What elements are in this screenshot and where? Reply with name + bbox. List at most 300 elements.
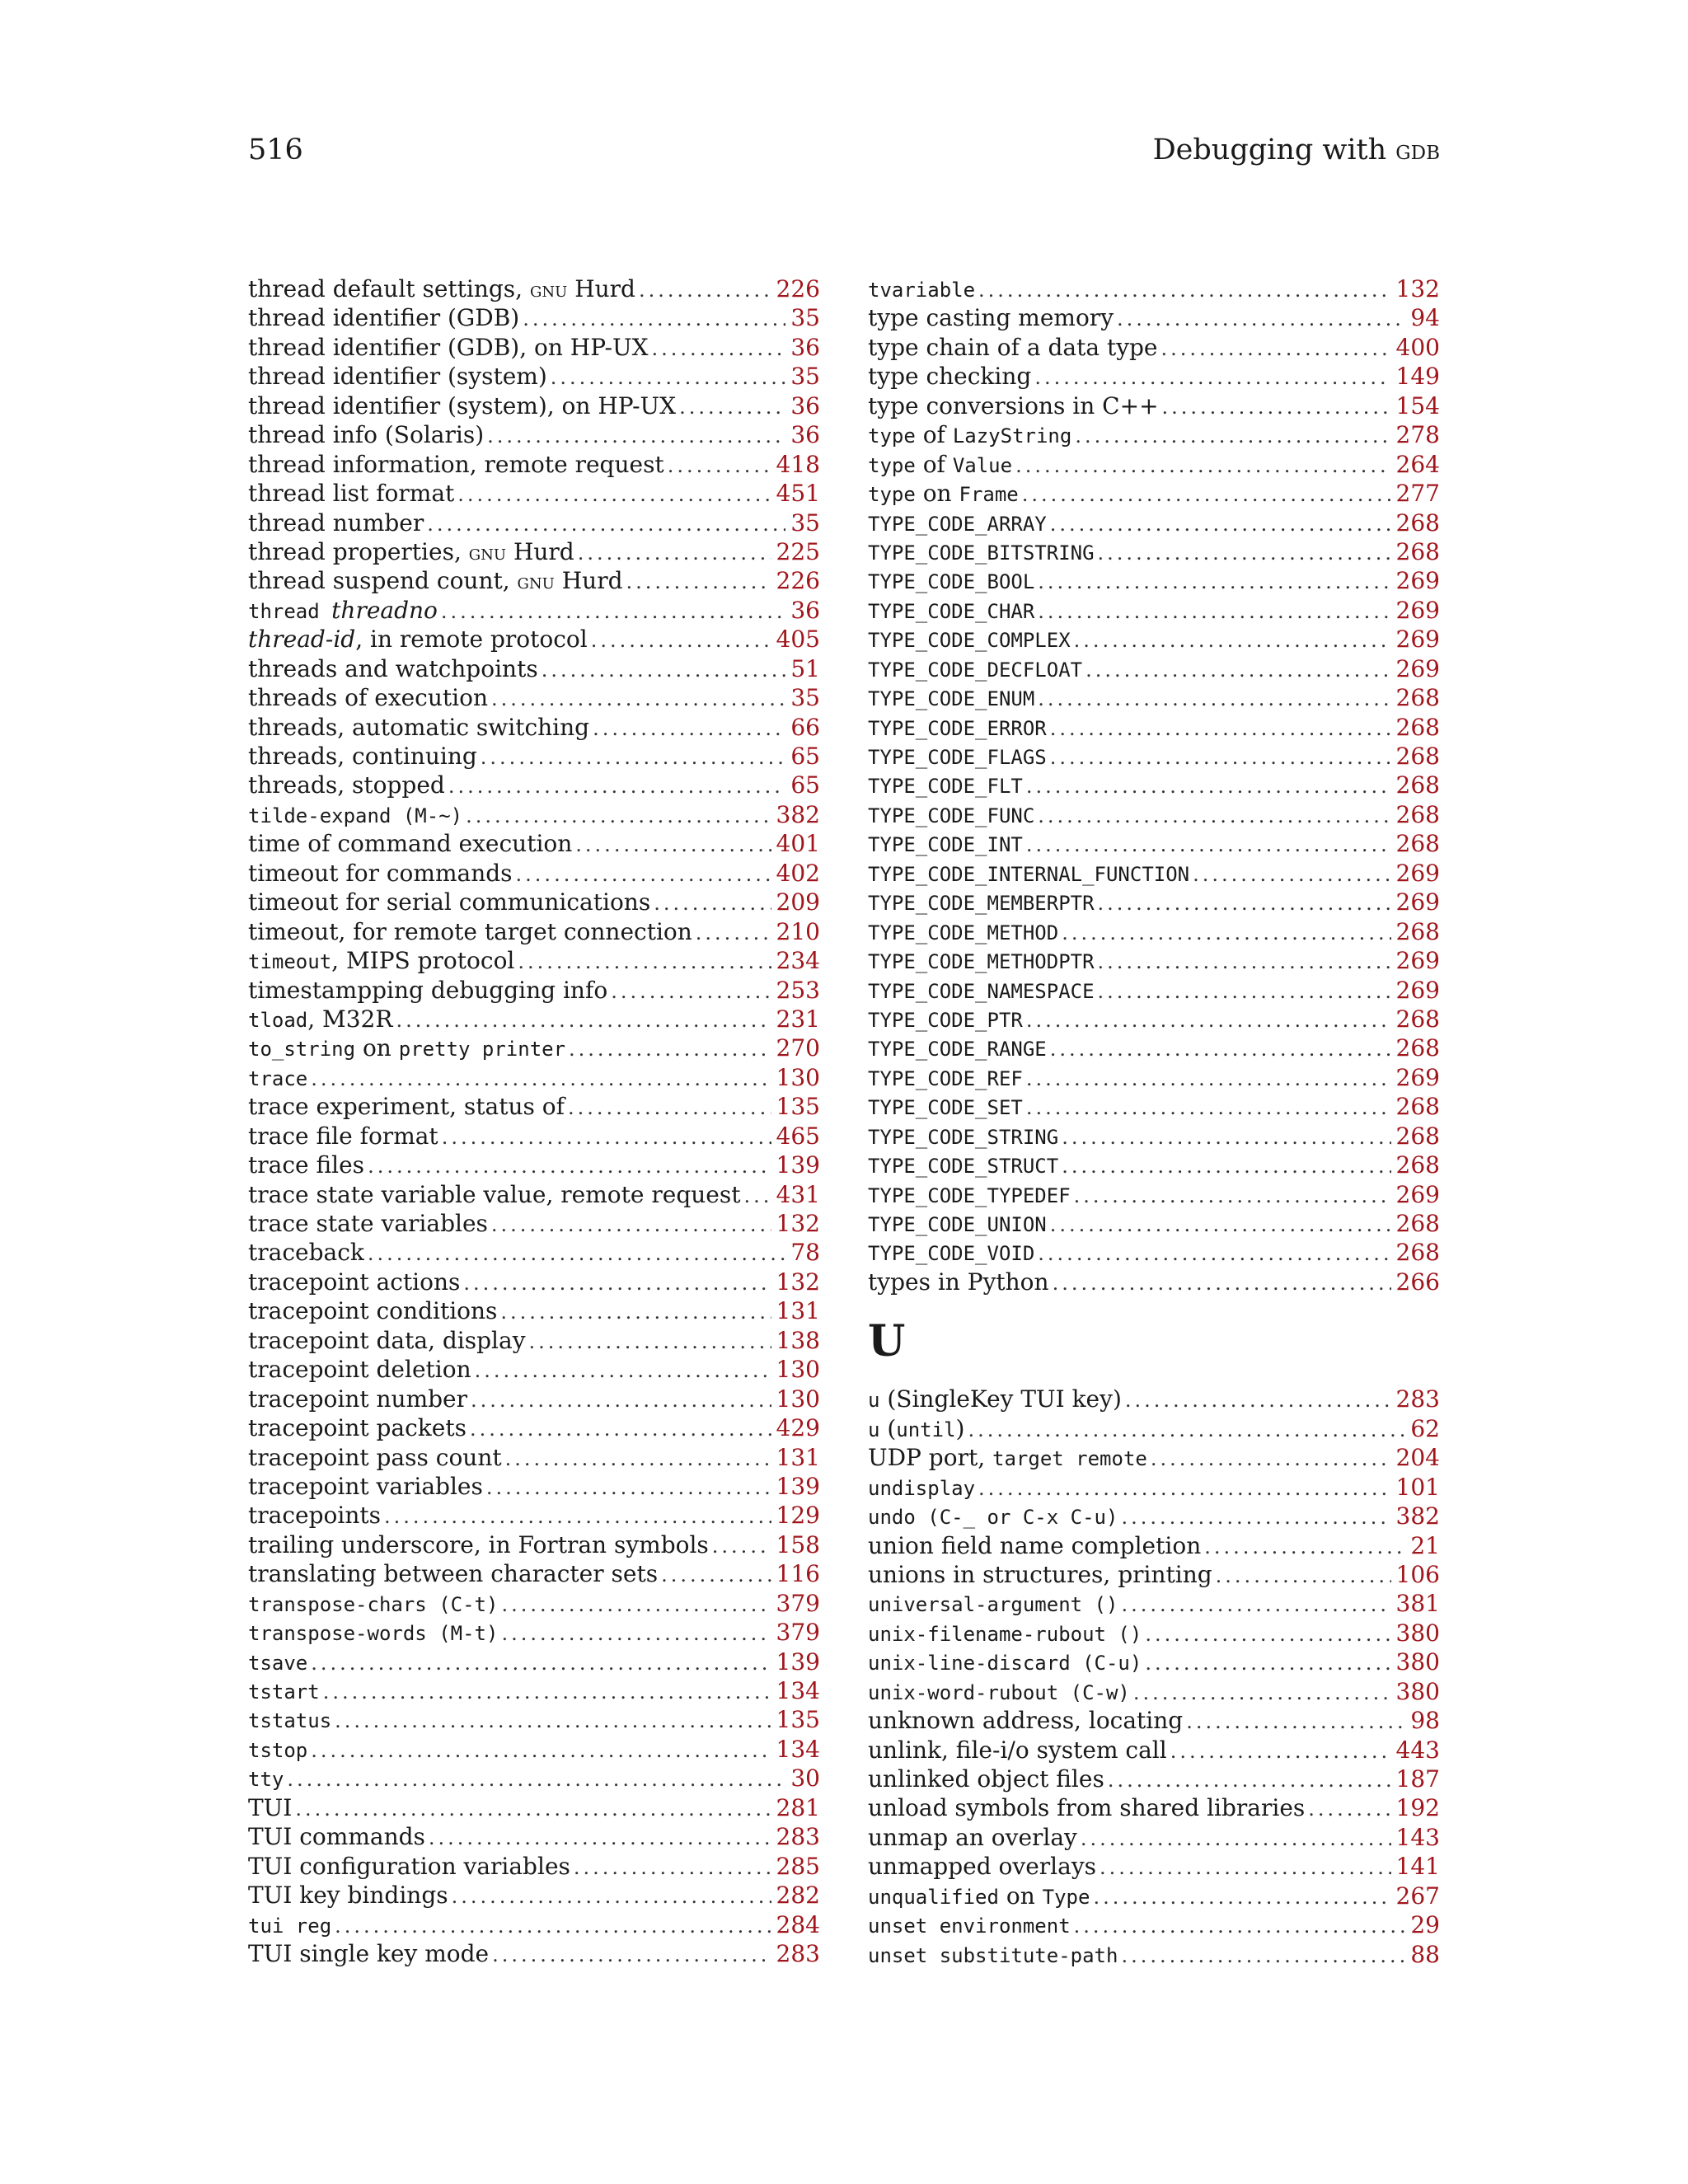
index-term-part: trace state variable value, remote request bbox=[248, 1180, 741, 1208]
index-term-part: TYPE_CODE_PTR bbox=[868, 1008, 1023, 1032]
index-column-right bbox=[868, 275, 1440, 1970]
index-entry bbox=[248, 1531, 820, 1560]
index-term bbox=[868, 538, 1095, 565]
page-link[interactable]: 210 bbox=[776, 917, 820, 945]
dot-leader bbox=[575, 833, 771, 856]
index-entry bbox=[868, 363, 1440, 391]
index-term bbox=[868, 655, 1082, 682]
dot-leader bbox=[1053, 1272, 1391, 1295]
dot-leader bbox=[486, 1476, 771, 1499]
page-link[interactable]: 226 bbox=[776, 567, 820, 595]
dot-leader bbox=[501, 1622, 771, 1645]
page-link[interactable]: 269 bbox=[1395, 859, 1440, 887]
index-term-part: tracepoints bbox=[248, 1502, 381, 1530]
index-entry bbox=[868, 1268, 1440, 1297]
index-entry bbox=[868, 714, 1440, 743]
page-link[interactable]: 138 bbox=[776, 1326, 820, 1354]
dot-leader bbox=[1038, 687, 1390, 710]
dot-leader bbox=[1026, 1067, 1391, 1090]
dot-leader bbox=[429, 1826, 771, 1849]
page-link[interactable]: 382 bbox=[776, 800, 820, 828]
index-term-part: TYPE_CODE_ENUM bbox=[868, 687, 1035, 711]
dot-leader bbox=[491, 687, 785, 710]
page-link[interactable]: 225 bbox=[776, 537, 820, 565]
index-entry bbox=[868, 1765, 1440, 1794]
index-term-part: Frame bbox=[959, 483, 1019, 507]
page-link[interactable]: 204 bbox=[1395, 1444, 1440, 1472]
index-term bbox=[248, 1210, 488, 1237]
page-link[interactable]: 35 bbox=[790, 304, 820, 332]
page-link[interactable]: 187 bbox=[1395, 1765, 1440, 1793]
page-link[interactable]: 281 bbox=[776, 1793, 820, 1821]
dot-leader bbox=[569, 1038, 771, 1061]
page-link[interactable]: 269 bbox=[1395, 626, 1440, 654]
page-link[interactable]: 234 bbox=[776, 947, 820, 975]
page-number: 516 bbox=[248, 134, 303, 166]
index-term bbox=[868, 1678, 1130, 1705]
index-term bbox=[248, 421, 484, 448]
index-term-part: TYPE_CODE_RANGE bbox=[868, 1038, 1047, 1062]
index-term-part: , MIPS protocol bbox=[331, 947, 515, 975]
dot-leader bbox=[475, 1359, 771, 1382]
index-entry bbox=[868, 1064, 1440, 1093]
index-term bbox=[868, 480, 1019, 507]
index-term-part: tilde-expand (M-~) bbox=[248, 804, 463, 827]
index-term-part: thread bbox=[248, 599, 332, 623]
page-link[interactable]: 268 bbox=[1395, 1005, 1440, 1033]
page-link[interactable]: 379 bbox=[776, 1619, 820, 1647]
page-link[interactable]: 431 bbox=[776, 1180, 820, 1208]
dot-leader bbox=[1308, 1797, 1390, 1821]
index-term bbox=[868, 1590, 1118, 1617]
index-term bbox=[248, 1005, 392, 1033]
dot-leader bbox=[1162, 396, 1391, 419]
page-link[interactable]: 270 bbox=[776, 1034, 820, 1062]
index-term-part: TUI single key mode bbox=[248, 1939, 490, 1967]
dot-leader bbox=[551, 366, 786, 389]
page-link[interactable]: 283 bbox=[1395, 1385, 1440, 1413]
index-entry bbox=[248, 363, 820, 391]
page-link[interactable]: 283 bbox=[776, 1939, 820, 1967]
page-link[interactable]: 379 bbox=[776, 1589, 820, 1617]
page-link[interactable]: 380 bbox=[1395, 1677, 1440, 1705]
page-link[interactable]: 116 bbox=[776, 1560, 820, 1588]
index-term bbox=[248, 334, 649, 361]
dot-leader bbox=[591, 629, 771, 652]
index-term-part: tracepoint packets bbox=[248, 1414, 467, 1442]
page-link[interactable]: 267 bbox=[1395, 1882, 1440, 1910]
dot-leader bbox=[639, 279, 771, 302]
page-link[interactable]: 134 bbox=[776, 1677, 820, 1704]
page-link[interactable]: 231 bbox=[776, 1005, 820, 1033]
index-term bbox=[248, 1181, 740, 1208]
index-entry bbox=[248, 1151, 820, 1180]
page-link[interactable]: 21 bbox=[1410, 1531, 1440, 1559]
page-link[interactable]: 106 bbox=[1395, 1560, 1440, 1588]
page-link[interactable]: 129 bbox=[776, 1502, 820, 1530]
index-term-part: UDP port, bbox=[868, 1444, 993, 1472]
page-link[interactable]: 94 bbox=[1410, 304, 1440, 332]
dot-leader bbox=[1026, 1009, 1391, 1032]
index-term-part: thread default settings, bbox=[248, 275, 530, 302]
page-link[interactable]: 135 bbox=[776, 1706, 820, 1734]
page-link[interactable]: 149 bbox=[1395, 363, 1440, 391]
dot-leader bbox=[574, 1856, 771, 1879]
index-term bbox=[248, 363, 547, 390]
page-link[interactable]: 36 bbox=[790, 596, 820, 624]
page-link[interactable]: 429 bbox=[776, 1414, 820, 1442]
index-term bbox=[868, 626, 1071, 653]
page-link[interactable]: 268 bbox=[1395, 1210, 1440, 1237]
index-term-part: unknown address, locating bbox=[868, 1707, 1184, 1735]
page-link[interactable]: 209 bbox=[776, 888, 820, 916]
dot-leader bbox=[1062, 921, 1390, 944]
index-entry bbox=[248, 1122, 820, 1151]
running-title bbox=[1153, 130, 1440, 170]
index-entry bbox=[248, 509, 820, 538]
page-link[interactable]: 401 bbox=[776, 830, 820, 858]
page-link[interactable]: 269 bbox=[1395, 888, 1440, 916]
index-term-part: type bbox=[868, 424, 916, 448]
page-link[interactable]: 268 bbox=[1395, 684, 1440, 712]
dot-leader bbox=[712, 1535, 771, 1558]
page-link[interactable]: 269 bbox=[1395, 1063, 1440, 1091]
index-entry bbox=[248, 1268, 820, 1297]
index-entry bbox=[248, 1473, 820, 1502]
index-term-part: type bbox=[868, 483, 916, 507]
index-term bbox=[868, 1064, 1023, 1091]
index-term-part: tracepoint pass count bbox=[248, 1443, 502, 1471]
index-term-part: types in Python bbox=[868, 1268, 1049, 1296]
page-link[interactable]: 78 bbox=[790, 1239, 820, 1267]
index-term bbox=[868, 1093, 1023, 1120]
index-term-part: threads, continuing bbox=[248, 743, 477, 770]
page-link[interactable]: 284 bbox=[776, 1910, 820, 1938]
index-term bbox=[248, 1385, 467, 1413]
page-link[interactable]: 285 bbox=[776, 1852, 820, 1880]
index-term-part: threads of execution bbox=[248, 684, 488, 712]
index-term-part: TUI key bindings bbox=[248, 1882, 448, 1910]
index-term bbox=[248, 1619, 498, 1646]
page-link[interactable]: 268 bbox=[1395, 830, 1440, 858]
index-term bbox=[868, 684, 1034, 711]
index-term bbox=[868, 334, 1158, 361]
index-term-part: type checking bbox=[868, 363, 1032, 391]
page-link[interactable]: 266 bbox=[1395, 1268, 1440, 1296]
index-term-part: until bbox=[896, 1418, 956, 1441]
page-link[interactable]: 35 bbox=[790, 684, 820, 712]
index-term-part: undisplay bbox=[868, 1476, 976, 1500]
index-term-part: , in remote protocol bbox=[355, 626, 588, 654]
dot-leader bbox=[1050, 513, 1391, 536]
page-link[interactable]: 35 bbox=[790, 509, 820, 537]
index-term-part: TYPE_CODE_STRUCT bbox=[868, 1155, 1059, 1179]
index-term-part: threads and watchpoints bbox=[248, 654, 538, 682]
index-term-part: unset environment bbox=[868, 1915, 1071, 1938]
page-link[interactable]: 268 bbox=[1395, 917, 1440, 945]
index-term-part: target remote bbox=[992, 1447, 1147, 1471]
page-link[interactable]: 269 bbox=[1395, 654, 1440, 682]
page-link[interactable]: 283 bbox=[776, 1823, 820, 1851]
page-link[interactable]: 139 bbox=[776, 1151, 820, 1179]
dot-leader bbox=[323, 1680, 771, 1704]
dot-leader bbox=[661, 1563, 771, 1586]
index-entry bbox=[868, 1444, 1440, 1473]
index-term bbox=[248, 1794, 292, 1821]
page-link[interactable]: 98 bbox=[1410, 1707, 1440, 1735]
dot-leader bbox=[1050, 746, 1391, 769]
index-term bbox=[868, 1794, 1305, 1821]
dot-leader bbox=[463, 1272, 771, 1295]
index-entry bbox=[868, 947, 1440, 976]
page-link[interactable]: 465 bbox=[776, 1122, 820, 1150]
dot-leader bbox=[1186, 1710, 1405, 1733]
index-term-part: TYPE_CODE_INT bbox=[868, 833, 1023, 857]
page-link[interactable]: 380 bbox=[1395, 1648, 1440, 1676]
dot-leader bbox=[1085, 658, 1390, 682]
page-link[interactable]: 65 bbox=[790, 743, 820, 770]
page-link[interactable]: 268 bbox=[1395, 1093, 1440, 1121]
index-term-part: type casting memory bbox=[868, 304, 1114, 332]
index-entry bbox=[868, 1619, 1440, 1648]
index-entry bbox=[868, 275, 1440, 304]
page-link[interactable]: 269 bbox=[1395, 567, 1440, 595]
dot-leader bbox=[978, 1477, 1391, 1500]
index-term-part: trace file format bbox=[248, 1122, 438, 1150]
index-entry bbox=[868, 509, 1440, 538]
index-term-part: on bbox=[998, 1882, 1043, 1910]
index-term-part: trace bbox=[248, 1066, 308, 1090]
dot-leader bbox=[457, 483, 771, 506]
page-link[interactable]: 101 bbox=[1395, 1473, 1440, 1501]
dot-leader bbox=[1161, 337, 1391, 360]
index-term-part: unqualified bbox=[868, 1885, 999, 1909]
page-link[interactable]: 130 bbox=[776, 1356, 820, 1384]
index-term bbox=[248, 1706, 331, 1733]
page-link[interactable]: 143 bbox=[1395, 1823, 1440, 1851]
index-entry bbox=[868, 1122, 1440, 1151]
dot-leader bbox=[1062, 1126, 1390, 1149]
running-title-text: Debugging with bbox=[1152, 134, 1396, 166]
index-term bbox=[868, 1239, 1034, 1266]
page-link[interactable]: 382 bbox=[1395, 1502, 1440, 1530]
page-link[interactable]: 132 bbox=[776, 1268, 820, 1296]
page-link[interactable]: 29 bbox=[1410, 1911, 1440, 1939]
page-link[interactable]: 65 bbox=[790, 771, 820, 799]
index-term bbox=[868, 743, 1047, 770]
index-entry bbox=[868, 1415, 1440, 1444]
index-term-part: tsave bbox=[248, 1651, 308, 1675]
index-term bbox=[868, 1005, 1023, 1033]
index-term bbox=[868, 1561, 1212, 1588]
page-link[interactable]: 278 bbox=[1395, 421, 1440, 449]
page-link[interactable]: 268 bbox=[1395, 713, 1440, 741]
page-link[interactable]: 269 bbox=[1395, 596, 1440, 624]
page-link[interactable]: 269 bbox=[1395, 947, 1440, 975]
page-link[interactable]: 35 bbox=[790, 363, 820, 391]
page-link[interactable]: 135 bbox=[776, 1093, 820, 1121]
index-entry bbox=[248, 538, 820, 567]
index-term-part: (SingleKey TUI key) bbox=[879, 1385, 1122, 1413]
index-entry bbox=[868, 655, 1440, 684]
page-link[interactable]: 131 bbox=[776, 1443, 820, 1471]
index-term-part: of bbox=[915, 421, 953, 449]
page-link[interactable]: 36 bbox=[790, 421, 820, 449]
index-entry bbox=[248, 1093, 820, 1122]
index-entry bbox=[248, 1064, 820, 1093]
index-term-part: tstop bbox=[248, 1738, 308, 1762]
page-link[interactable]: 66 bbox=[790, 713, 820, 741]
dot-leader bbox=[492, 1943, 771, 1966]
page-link[interactable]: 277 bbox=[1395, 480, 1440, 508]
dot-leader bbox=[568, 1096, 771, 1119]
index-entry bbox=[248, 480, 820, 509]
page-link[interactable]: 268 bbox=[1395, 1034, 1440, 1062]
dot-leader bbox=[384, 1505, 771, 1528]
index-entry bbox=[248, 567, 820, 596]
dot-leader bbox=[652, 337, 786, 360]
index-column-left bbox=[248, 275, 820, 1969]
page-link[interactable]: 268 bbox=[1395, 800, 1440, 828]
index-term-part: TYPE_CODE_INTERNAL_FUNCTION bbox=[868, 862, 1190, 886]
index-entry bbox=[868, 597, 1440, 626]
index-term bbox=[868, 1385, 1122, 1413]
index-term-part: gnu bbox=[468, 540, 507, 565]
dot-leader bbox=[578, 541, 771, 565]
page-link[interactable]: 268 bbox=[1395, 537, 1440, 565]
page-link[interactable]: 282 bbox=[776, 1882, 820, 1910]
page-link[interactable]: 380 bbox=[1395, 1619, 1440, 1647]
page-link[interactable]: 139 bbox=[776, 1472, 820, 1500]
running-title-gdb: gdb bbox=[1395, 134, 1440, 166]
index-term bbox=[248, 1940, 489, 1967]
index-term-part: TYPE_CODE_FUNC bbox=[868, 804, 1035, 827]
index-entry bbox=[248, 1356, 820, 1385]
index-term bbox=[248, 655, 538, 682]
page-link[interactable]: 62 bbox=[1410, 1414, 1440, 1442]
index-term-part: trace experiment, status of bbox=[248, 1093, 565, 1121]
page-link[interactable]: 402 bbox=[776, 859, 820, 887]
index-term bbox=[248, 918, 692, 945]
index-entry bbox=[868, 626, 1440, 654]
index-term-part: TYPE_CODE_NAMESPACE bbox=[868, 979, 1095, 1003]
page-link[interactable]: 139 bbox=[776, 1647, 820, 1675]
index-entry bbox=[248, 626, 820, 654]
dot-leader bbox=[1170, 1740, 1391, 1763]
index-entry bbox=[248, 947, 820, 976]
index-entry bbox=[248, 1911, 820, 1940]
page-link[interactable]: 88 bbox=[1410, 1940, 1440, 1968]
index-term bbox=[868, 771, 1023, 799]
index-entry bbox=[248, 1210, 820, 1239]
dot-leader bbox=[287, 1768, 785, 1791]
page-link[interactable]: 269 bbox=[1395, 1180, 1440, 1208]
index-entry bbox=[868, 451, 1440, 480]
dot-leader bbox=[978, 279, 1391, 302]
page-link[interactable]: 269 bbox=[1395, 976, 1440, 1004]
page-link[interactable]: 268 bbox=[1395, 1151, 1440, 1179]
dot-leader bbox=[1026, 1096, 1391, 1119]
index-term-part: unlink, file-i/o system call bbox=[868, 1736, 1167, 1764]
index-entry bbox=[868, 918, 1440, 947]
index-entry bbox=[868, 860, 1440, 888]
index-entry bbox=[248, 801, 820, 830]
page-link[interactable]: 30 bbox=[790, 1765, 820, 1793]
index-term-part: TYPE_CODE_TYPEDEF bbox=[868, 1183, 1071, 1207]
page-link[interactable]: 268 bbox=[1395, 1122, 1440, 1150]
dot-leader bbox=[487, 424, 785, 448]
index-term-part: tracepoint data, display bbox=[248, 1326, 526, 1354]
page-link[interactable]: 268 bbox=[1395, 743, 1440, 770]
index-term-part: timeout, for remote target connection bbox=[248, 917, 692, 945]
index-term-part: TUI configuration variables bbox=[248, 1852, 570, 1880]
page-link[interactable]: 36 bbox=[790, 333, 820, 361]
page-link[interactable]: 130 bbox=[776, 1063, 820, 1091]
page-link[interactable]: 134 bbox=[776, 1735, 820, 1763]
index-entry bbox=[248, 830, 820, 859]
page-link[interactable]: 132 bbox=[1395, 275, 1440, 302]
index-term bbox=[868, 830, 1023, 857]
page-link[interactable]: 154 bbox=[1395, 391, 1440, 419]
index-term bbox=[868, 1911, 1071, 1938]
index-term bbox=[868, 1210, 1047, 1237]
page-link[interactable]: 192 bbox=[1395, 1794, 1440, 1822]
page-link[interactable]: 268 bbox=[1395, 771, 1440, 799]
page-link[interactable]: 141 bbox=[1395, 1853, 1440, 1881]
dot-leader bbox=[396, 1009, 771, 1032]
page-link[interactable]: 253 bbox=[776, 976, 820, 1004]
page-link[interactable]: 451 bbox=[776, 480, 820, 508]
index-entry bbox=[868, 1882, 1440, 1911]
page-link[interactable]: 158 bbox=[776, 1530, 820, 1558]
page-link[interactable]: 268 bbox=[1395, 509, 1440, 537]
index-entry bbox=[248, 597, 820, 626]
dot-leader bbox=[452, 1885, 771, 1908]
page-link[interactable]: 51 bbox=[790, 654, 820, 682]
index-entry bbox=[248, 1940, 820, 1969]
page-link[interactable]: 36 bbox=[790, 391, 820, 419]
index-term-part: tty bbox=[248, 1768, 284, 1792]
index-term bbox=[248, 1327, 526, 1354]
index-term-part: TYPE_CODE_BITSTRING bbox=[868, 541, 1095, 565]
page-link[interactable]: 132 bbox=[776, 1210, 820, 1237]
index-entries-u bbox=[868, 1385, 1440, 1970]
index-entry bbox=[868, 1005, 1440, 1034]
page-link[interactable]: 418 bbox=[776, 450, 820, 478]
page-link[interactable]: 130 bbox=[776, 1385, 820, 1413]
page-link[interactable]: 268 bbox=[1395, 1239, 1440, 1267]
page-link[interactable]: 131 bbox=[776, 1297, 820, 1325]
page-link[interactable]: 405 bbox=[776, 626, 820, 654]
index-entry bbox=[248, 1327, 820, 1356]
page-link[interactable]: 381 bbox=[1395, 1590, 1440, 1618]
index-term bbox=[868, 1444, 1147, 1471]
index-term-part: thread identifier (system) bbox=[248, 363, 547, 391]
index-entry bbox=[868, 1502, 1440, 1531]
index-term-part: thread list format bbox=[248, 480, 455, 508]
index-entry bbox=[868, 1678, 1440, 1707]
page-link[interactable]: 400 bbox=[1395, 333, 1440, 361]
index-entry bbox=[248, 304, 820, 333]
page-link[interactable]: 226 bbox=[776, 275, 820, 302]
index-entry bbox=[248, 860, 820, 888]
index-term bbox=[248, 1034, 565, 1062]
index-term-part: TYPE_CODE_COMPLEX bbox=[868, 629, 1071, 653]
page-link[interactable]: 264 bbox=[1395, 450, 1440, 478]
dot-leader bbox=[1151, 1447, 1391, 1470]
index-entry bbox=[868, 1736, 1440, 1765]
page-link[interactable]: 443 bbox=[1395, 1736, 1440, 1764]
